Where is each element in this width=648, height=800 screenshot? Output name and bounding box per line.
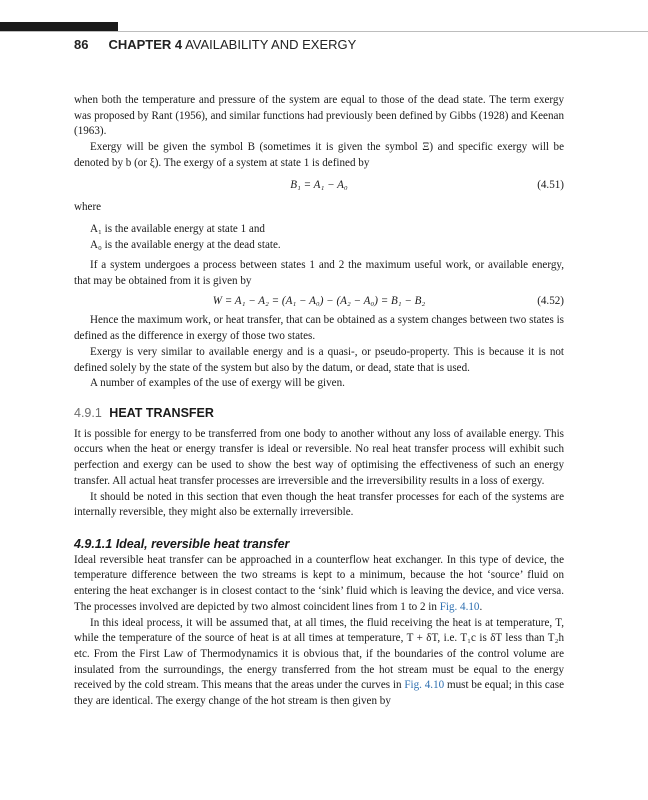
- equation-number: (4.52): [537, 294, 564, 307]
- equation-4-52: [74, 294, 564, 310]
- paragraph-text: In this ideal process, it will be assumed that, at all times, the fluid receiving the heat is at temperature, T, while the temperature of the source of heat is at all times at temperature, T + δT, i.e. T₁c is δT less than T₂h etc. From the First Law of Thermodynamics it is obvious that, if the boundaries of the control volume are insulated from the surroundings, the energy transferred from the hot stream must be equal to the energy received by the cold stream. This means that the areas under the curves in: [74, 616, 564, 692]
- equation-text: W = A₁ − A₂ = (A₁ − A₀) − (A₂ − A₀) = B₁ − B₂: [212, 294, 426, 307]
- header-rule: [0, 31, 648, 32]
- paragraph: Hence the maximum work, or heat transfer, that can be obtained as a system changes between two states is defined as the difference in exergy of those two states.: [74, 314, 564, 343]
- paragraph: Exergy will be given the symbol B (sometimes it is given the symbol Ξ) and specific exergy will be denoted by b (or ξ). The exergy of a system at state 1 is defined by: [74, 141, 564, 169]
- paragraph: It should be noted in this section that even though the heat transfer processes for each of the systems are internally reversible, they might also be externally irreversible.: [74, 490, 564, 519]
- paragraph: where: [74, 201, 102, 214]
- subsection-ideal-reversible: [74, 537, 564, 710]
- paragraph-text: Ideal reversible heat transfer can be approached in a counterflow heat exchanger. In this type of device, the temperature difference between the two streams is kept to a minimum, because the hot ‘source’ fluid on entering the heat exchanger is in closest contact to the ‘sink’ fluid which is leaving the device, and vice versa. The processes involved are depicted by two almost coincident lines from 1 to 2 in: [74, 553, 564, 613]
- equation-text: B₁ = A₁ − A₀: [290, 178, 348, 191]
- definition-item: A₁ is the available energy at state 1 and: [90, 222, 265, 235]
- paragraph-text: must be equal; in this case they are identical. The exergy change of the hot stream is then given by: [74, 679, 564, 708]
- definition-item: A₀ is the available energy at the dead state.: [90, 238, 281, 251]
- equation-number: (4.51): [537, 178, 564, 191]
- subsection-heading: 4.9.1.1 Ideal, reversible heat transfer: [74, 537, 290, 551]
- intro-block: [74, 93, 564, 392]
- chapter-title: AVAILABILITY AND EXERGY: [185, 37, 357, 52]
- paragraph: Ideal reversible heat transfer can be approached in a counterflow heat exchanger. In this type of device, the temperature difference between the two streams is kept to a minimum, because the hot ‘source’ fluid on entering the heat exchanger is in closest contact to the ‘sink’ fluid which is leaving the device, and vice versa. The processes involved are depicted by two almost coincident lines from 1 to 2 in Fig. 4.10.: [74, 553, 564, 613]
- chapter-label: CHAPTER 4: [108, 37, 183, 52]
- paragraph: It is possible for energy to be transferred from one body to another without any loss of available energy. This occurs when the heat or energy transfer is ideal or reversible. No real heat transfer process will exhibit such perfection and exergy can be used to show the best way of optimising the effectiveness of such an energy transfer. All actual heat transfer processes are irreversible and the irreversibility results in a loss of exergy.: [74, 427, 564, 487]
- paragraph: Exergy is very similar to available energy and is a quasi-, or pseudo-property. This is because it is not defined solely by the state of the system but also by the datum, or dead, state that is used.: [74, 345, 564, 374]
- figure-link[interactable]: Fig. 4.10: [404, 679, 445, 692]
- paragraph: If a system undergoes a process between states 1 and 2 the maximum useful work, or available energy, that may be obtained from it is given by: [74, 259, 564, 288]
- figure-link[interactable]: Fig. 4.10: [439, 600, 480, 613]
- section-heat-transfer: [74, 406, 564, 521]
- section-number: 4.9.1: [74, 406, 102, 420]
- section-title: HEAT TRANSFER: [109, 406, 214, 420]
- paragraph: when both the temperature and pressure of the system are equal to those of the dead state. The term exergy was proposed by Rant (1956), and similar functions had previously been defined by Gibbs (1928) and Keenan (1963).: [74, 94, 564, 138]
- section-heading: [74, 406, 564, 422]
- paragraph: [74, 616, 564, 710]
- equation-4-51: [74, 178, 564, 194]
- page-number: 86: [74, 37, 89, 52]
- running-header: [74, 37, 356, 52]
- paragraph: A number of examples of the use of exergy will be given.: [90, 377, 345, 390]
